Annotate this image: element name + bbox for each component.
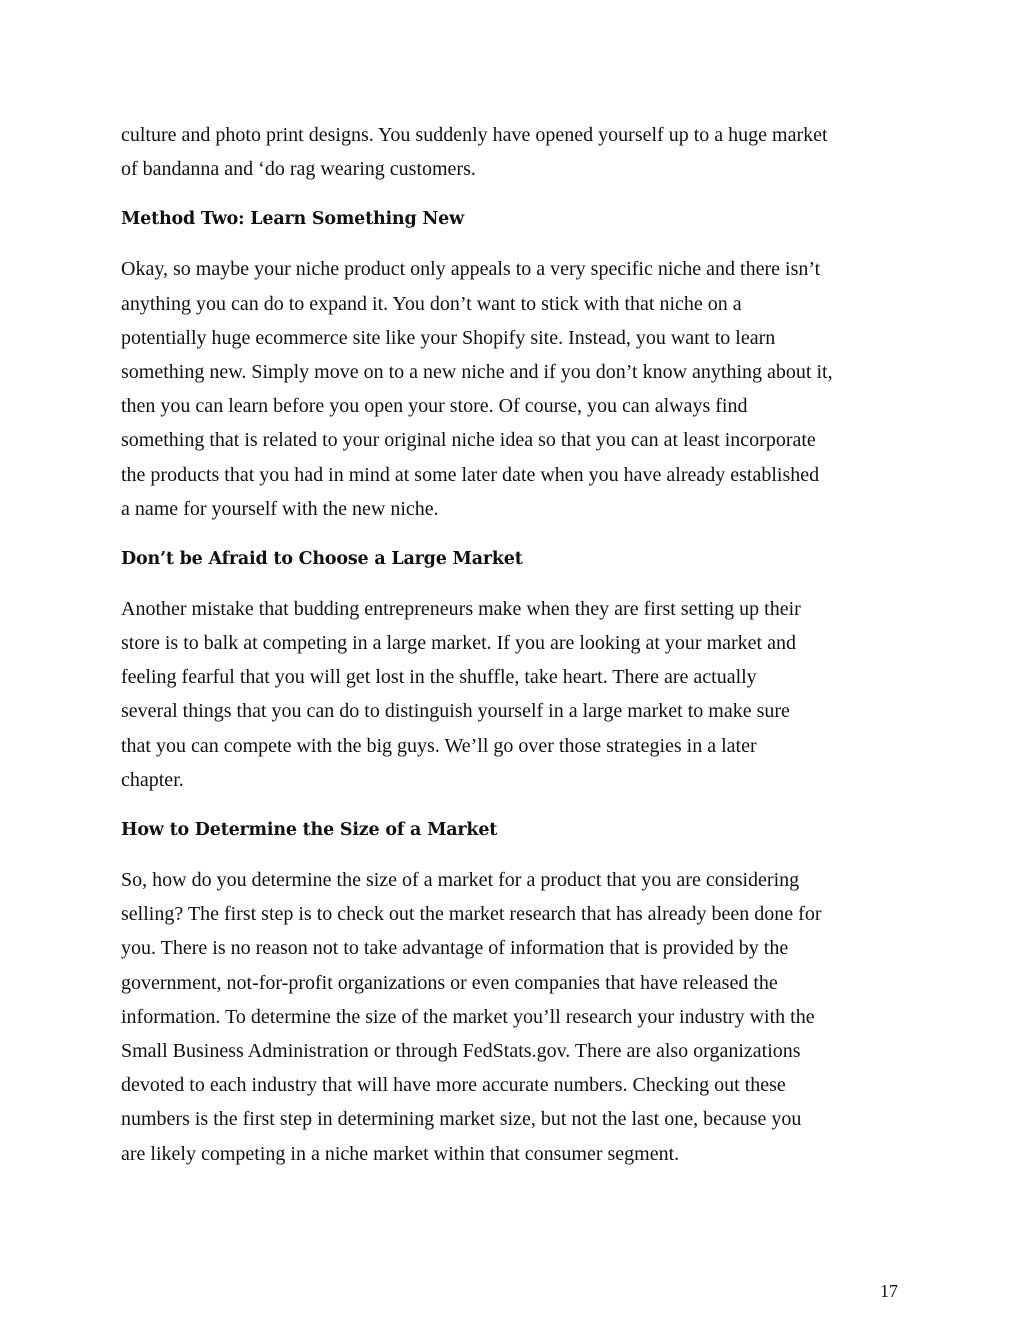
text-line: potentially huge ecommerce site like your Shopify site. Instead, you want to learn [121, 326, 776, 349]
text-line: of bandanna and ‘do rag wearing customers. [121, 158, 476, 181]
text-line: selling? The first step is to check out the market research that has already been done for [121, 903, 822, 926]
text-line: store is to balk at competing in a large market. If you are looking at your market and [121, 632, 796, 655]
text-line: are likely competing in a niche market within that consumer segment. [121, 1142, 680, 1165]
text-line: Another mistake that budding entrepreneurs make when they are first setting up their [121, 597, 801, 620]
text-line: the products that you had in mind at some later date when you have already established [121, 463, 820, 486]
text-line: something new. Simply move on to a new niche and if you don’t know anything about it, [121, 360, 833, 383]
text-line: then you can learn before you open your store. Of course, you can always find [121, 395, 748, 418]
section-heading: Method Two: Learn Something New [121, 209, 464, 230]
text-line: chapter. [121, 768, 184, 791]
text-line: government, not-for-profit organizations or even companies that have released the [121, 971, 778, 994]
text-line: devoted to each industry that will have more accurate numbers. Checking out these [121, 1074, 786, 1097]
page-number: 17 [880, 1281, 898, 1301]
text-line: feeling fearful that you will get lost in the shuffle, take heart. There are actually [121, 666, 757, 689]
paragraph [121, 252, 921, 526]
text-line: culture and photo print designs. You suddenly have opened yourself up to a huge market [121, 124, 828, 146]
text-line: So, how do you determine the size of a market for a product that you are considering [121, 869, 800, 891]
text-line: information. To determine the size of the market you’ll research your industry with the [121, 1005, 815, 1028]
page-content [121, 118, 921, 1171]
text-line: something that is related to your original niche idea so that you can at least incorporate [121, 429, 816, 452]
text-line: a name for yourself with the new niche. [121, 497, 439, 520]
section-heading: Don’t be Afraid to Choose a Large Market [121, 548, 523, 569]
text-line: numbers is the first step in determining market size, but not the last one, because you [121, 1108, 802, 1131]
section-heading: How to Determine the Size of a Market [121, 820, 498, 840]
text-line: several things that you can do to distinguish yourself in a large market to make sure [121, 700, 790, 723]
text-line: anything you can do to expand it. You don’t want to stick with that niche on a [121, 292, 742, 315]
paragraph [121, 592, 921, 797]
text-line: you. There is no reason not to take advantage of information that is provided by the [121, 937, 789, 960]
paragraph [121, 863, 921, 1171]
paragraph [121, 118, 921, 186]
text-line: Okay, so maybe your niche product only appeals to a very specific niche and there isn’t [121, 258, 821, 281]
text-line: that you can compete with the big guys. We’ll go over those strategies in a later [121, 734, 757, 757]
text-line: Small Business Administration or through FedStats.gov. There are also organizations [121, 1039, 801, 1062]
